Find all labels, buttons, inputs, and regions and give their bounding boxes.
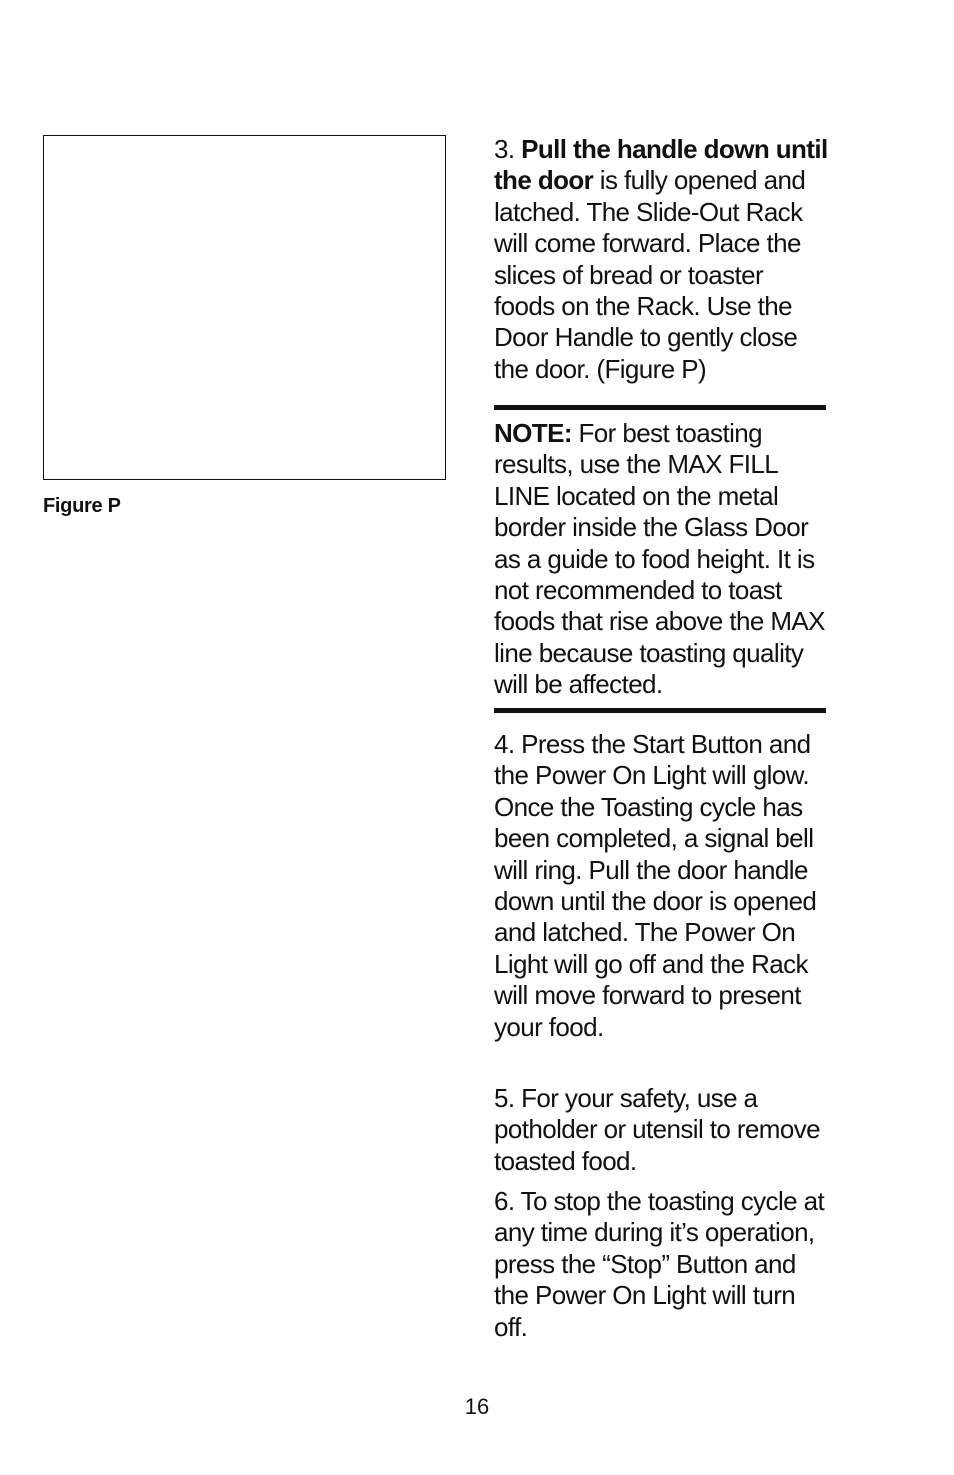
step-3-paragraph <box>494 134 828 385</box>
note-bottom-rule <box>494 708 826 713</box>
note-top-rule <box>494 405 826 410</box>
step-4-paragraph: 4. Press the Start Button and the Power On Light will glow. Once the Toasting cycle has been completed, a signal bell will ring. Pull the door handle down until the door is opened and latched. The Power On Light will go off and the Rack will move forward to present your food. <box>494 729 817 1042</box>
step-3-bold-text: Pull the handle down until the door <box>494 134 828 196</box>
figure-caption: Figure P <box>43 495 121 517</box>
note-text: For best toasting results, use the MAX FILL LINE located on the metal border inside the Glass Door as a guide to food height. It is not recommended to toast foods that rise above the MAX line because toasting quality will be affected. <box>494 418 825 700</box>
page-number: 16 <box>464 1394 490 1419</box>
step-3-text: is fully opened and latched. The Slide-Out Rack will come forward. Place the slices of bread or toaster foods on the Rack. Use the Door Handle to gently close the door. (Figure P) <box>494 165 806 384</box>
note-label: NOTE: <box>494 418 572 448</box>
step-3-number: 3. <box>494 134 522 164</box>
step-6-paragraph: 6. To stop the toasting cycle at any time during it’s operation, press the “Stop” Button and the Power On Light will turn off. <box>494 1186 825 1342</box>
figure-p-image <box>43 135 446 480</box>
step-5-paragraph: 5. For your safety, use a potholder or utensil to remove toasted food. <box>494 1083 820 1176</box>
note-paragraph <box>494 418 828 701</box>
